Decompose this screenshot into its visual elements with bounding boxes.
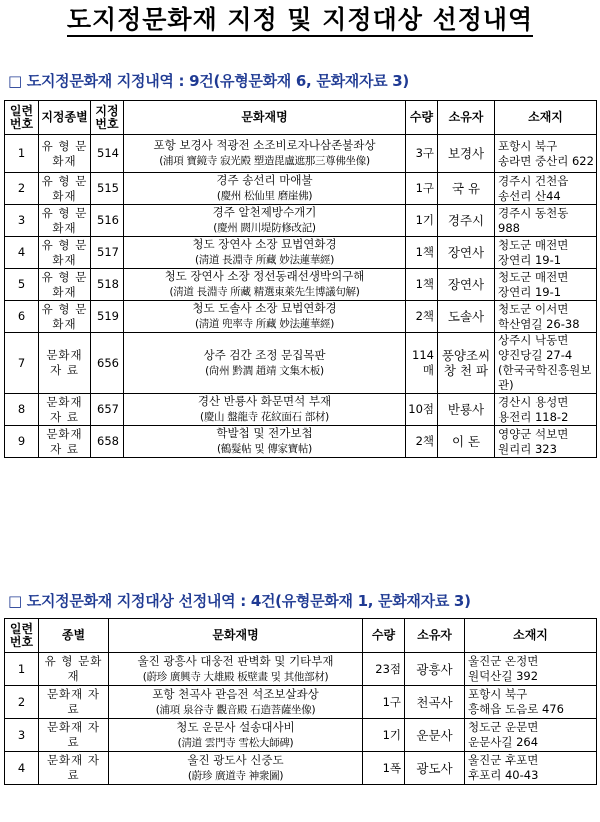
name-korean: 청도 도솔사 소장 묘법연화경 [192,301,337,315]
name-hanja: (淸道 長淵寺 所藏 妙法蓮華經) [194,254,335,266]
location-line-2: 흥해읍 도음로 476 [468,702,564,716]
location-line-1: 포항시 북구 [498,138,558,153]
location-cell [495,426,597,458]
quantity-cell: 114매 [406,333,438,394]
location-line-2: 988 [498,220,520,235]
header-kind: 종별 [39,619,109,653]
location-line-2: 송라면 중산리 622 [498,153,594,168]
kind-cell: 문화재 자 료 [39,719,109,752]
quantity-cell: 1기 [406,205,438,237]
number-cell: 517 [91,237,124,269]
name-cell [124,301,406,333]
name-korean: 청도 운문사 설송대사비 [176,719,295,734]
serial-cell: 4 [5,237,39,269]
serial-cell: 5 [5,269,39,301]
number-cell: 514 [91,135,124,173]
location-line-2: 원리리 323 [498,441,557,456]
header-number: 지정번호 [91,101,124,135]
header-location: 소재지 [465,619,597,653]
name-hanja: (淸道 長淵寺 所藏 精選東萊先生博議句解) [169,286,360,298]
location-line-2: 후포리 40-43 [468,768,539,782]
name-korean: 포항 보경사 적광전 소조비로자나삼존불좌상 [153,138,376,152]
location-line-1: 청도군 이서면 [498,301,569,316]
name-korean: 포항 천곡사 관음전 석조보살좌상 [152,686,319,701]
location-cell [495,333,597,394]
page-title: 도지정문화재 지정 및 지정대상 선정내역 [0,0,600,40]
quantity-cell: 1책 [406,237,438,269]
table-row [5,653,597,686]
number-cell: 516 [91,205,124,237]
location-line-2: 장연리 19-1 [498,252,562,267]
name-korean: 학발첩 및 전가보첩 [216,426,313,440]
owner-cell: 운문사 [405,719,465,752]
location-cell [495,269,597,301]
name-cell [109,686,363,719]
name-cell [124,135,406,173]
location-cell [495,237,597,269]
name-hanja: (淸道 兜率寺 所藏 妙法蓮華經) [194,318,335,330]
kind-cell: 유 형 문화재 [39,135,91,173]
number-cell: 656 [91,333,124,394]
serial-cell: 3 [5,205,39,237]
quantity-cell: 1구 [406,173,438,205]
serial-cell: 8 [5,394,39,426]
location-cell [465,752,597,785]
name-hanja: (浦項 寶鏡寺 寂光殿 塑造毘盧遮那三尊佛坐像) [159,155,370,167]
name-hanja: (浦項 泉谷寺 觀音殿 石造菩薩坐像) [155,703,316,716]
location-line-2: 장연리 19-1 [498,284,562,299]
name-cell [124,237,406,269]
location-line-1: 울진군 온정면 [468,654,539,668]
owner-cell: 경주시 [438,205,495,237]
name-cell [124,426,406,458]
location-line-1: 경주시 동천동 [498,205,569,220]
name-cell [124,173,406,205]
table-row [5,719,597,752]
location-cell [465,653,597,686]
owner-cell: 광흥사 [405,653,465,686]
quantity-cell: 2책 [406,301,438,333]
name-cell [109,752,363,785]
location-cell [495,301,597,333]
header-quantity: 수량 [406,101,438,135]
location-line-1: 포항시 북구 [468,687,528,701]
name-cell [124,205,406,237]
location-cell [495,135,597,173]
table-row [5,426,597,458]
number-cell: 518 [91,269,124,301]
table-row [5,333,597,394]
name-korean: 청도 장연사 소장 정선동래선생박의구해 [164,269,365,283]
name-hanja: (慶州 閼川堤防修改記) [213,222,316,234]
kind-cell: 문화재 자 료 [39,394,91,426]
header-name: 문화재명 [124,101,406,135]
location-cell [465,686,597,719]
kind-cell: 유 형 문화재 [39,205,91,237]
name-korean: 경산 반룡사 화문면석 부재 [197,394,332,408]
header-owner: 소유자 [405,619,465,653]
kind-cell: 문화재 자 료 [39,752,109,785]
location-line-1: 영양군 석보면 [498,426,569,441]
candidate-table [4,618,597,785]
table-row [5,173,597,205]
name-cell [124,394,406,426]
number-cell: 658 [91,426,124,458]
name-cell [109,653,363,686]
kind-cell: 유 형 문화재 [39,269,91,301]
table-row [5,686,597,719]
name-hanja: (蔚珍 廣興寺 大雄殿 板壁畫 및 其他部材) [142,670,329,683]
owner-cell: 장연사 [438,269,495,301]
kind-cell: 문화재 자 료 [39,333,91,394]
kind-cell: 유 형 문화재 [39,173,91,205]
location-cell [495,205,597,237]
serial-cell: 7 [5,333,39,394]
serial-cell: 9 [5,426,39,458]
kind-cell: 유 형 문화재 [39,237,91,269]
name-cell [109,719,363,752]
quantity-cell: 1구 [363,686,405,719]
table-row [5,135,597,173]
location-line-2: 양진당길 27-4 [498,348,573,362]
header-location: 소재지 [495,101,597,135]
location-line-1: 상주시 낙동면 [498,333,569,347]
designation-table [4,100,597,458]
kind-cell: 유 형 문화재 [39,301,91,333]
owner-cell: 국 유 [438,173,495,205]
owner-cell: 장연사 [438,237,495,269]
location-line-2: 용전리 118-2 [498,409,569,424]
serial-cell: 2 [5,686,39,719]
table-row [5,269,597,301]
table-row [5,394,597,426]
name-hanja: (慶州 松仙里 磨崖佛) [216,190,313,202]
name-cell [124,269,406,301]
owner-cell: 도솔사 [438,301,495,333]
quantity-cell: 10점 [406,394,438,426]
number-cell: 515 [91,173,124,205]
name-hanja: (蔚珍 廣道寺 神衆圖) [187,769,284,782]
location-line-1: 청도군 운문면 [468,720,539,734]
location-line-1: 경주시 건천읍 [498,173,569,188]
header-serial: 일련번호 [5,619,39,653]
header-owner: 소유자 [438,101,495,135]
owner-cell: 반룡사 [438,394,495,426]
number-cell: 657 [91,394,124,426]
table-row [5,237,597,269]
quantity-cell: 3구 [406,135,438,173]
location-cell [495,173,597,205]
serial-cell: 1 [5,653,39,686]
table-row [5,752,597,785]
location-line-1: 청도군 매전면 [498,237,569,252]
quantity-cell: 1폭 [363,752,405,785]
name-korean: 경주 송선리 마애불 [216,173,313,187]
section1-heading: □ 도지정문화재 지정내역 : 9건(유형문화재 6, 문화재자료 3) [8,72,409,90]
owner-cell: 광도사 [405,752,465,785]
table-row [5,205,597,237]
header-quantity: 수량 [363,619,405,653]
location-line-3: (한국국학진흥원보관) [498,363,592,392]
owner-cell: 이 돈 [438,426,495,458]
name-korean: 울진 광흥사 대웅전 판벽화 및 기타부재 [137,653,334,668]
kind-cell: 문화재 자 료 [39,686,109,719]
table-header-row [5,101,597,135]
section2-heading: □ 도지정문화재 지정대상 선정내역 : 4건(유형문화재 1, 문화재자료 3) [8,592,471,610]
location-line-1: 울진군 후포면 [468,753,539,767]
location-line-1: 청도군 매전면 [498,269,569,284]
quantity-cell: 23점 [363,653,405,686]
location-line-2: 송선리 산44 [498,188,561,203]
kind-cell: 유 형 문화재 [39,653,109,686]
location-line-2: 학산염길 26-38 [498,316,580,331]
table-header-row [5,619,597,653]
table-row [5,301,597,333]
name-korean: 청도 장연사 소장 묘법연화경 [192,237,337,251]
serial-cell: 1 [5,135,39,173]
name-hanja: (慶山 盤龍寺 花紋面石 部材) [200,411,329,423]
location-cell [465,719,597,752]
name-cell [124,333,406,394]
owner-cell: 풍양조씨 창 천 파 [438,333,495,394]
owner-cell: 천곡사 [405,686,465,719]
name-korean: 경주 알천제방수개기 [212,205,317,219]
name-hanja: (尙州 黔澗 趙靖 文集木板) [205,364,324,377]
number-cell: 519 [91,301,124,333]
header-serial: 일련번호 [5,101,39,135]
kind-cell: 문화재 자 료 [39,426,91,458]
quantity-cell: 1책 [406,269,438,301]
location-cell [495,394,597,426]
name-hanja: (淸道 雲門寺 雪松大師碑) [177,736,294,749]
header-name: 문화재명 [109,619,363,653]
name-korean: 상주 검간 조정 문집목판 [203,347,326,362]
serial-cell: 6 [5,301,39,333]
serial-cell: 3 [5,719,39,752]
quantity-cell: 1기 [363,719,405,752]
location-line-2: 운문사길 264 [468,735,539,749]
serial-cell: 4 [5,752,39,785]
serial-cell: 2 [5,173,39,205]
header-kind: 지정종별 [39,101,91,135]
quantity-cell: 2책 [406,426,438,458]
owner-cell: 보경사 [438,135,495,173]
name-korean: 울진 광도사 신중도 [187,752,284,767]
name-hanja: (鶴髮帖 및 傳家寶帖) [217,443,312,455]
location-line-2: 원덕산길 392 [468,669,539,683]
location-line-1: 경산시 용성면 [498,394,569,409]
